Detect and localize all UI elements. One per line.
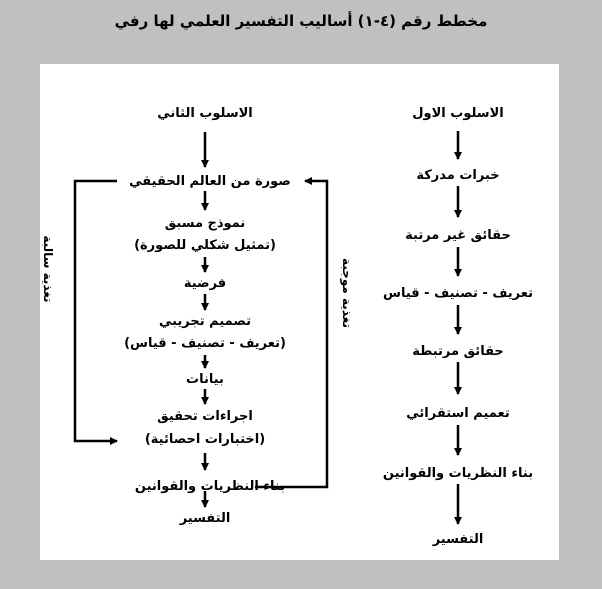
method-one-heading: الاسلوب الاول	[412, 106, 504, 121]
method-one-step: تعميم استقرائي	[406, 406, 510, 421]
figure-caption: مخطط رقم (٤-١) أساليب التفسير العلمي لها رفي	[114, 12, 488, 30]
method-one-step: حقائق غير مرتبة	[405, 228, 511, 243]
method-two-step: (تعريف - تصنيف - قياس)	[124, 336, 286, 351]
method-two-step: تصميم تجريبي	[158, 314, 252, 329]
diagram-panel	[40, 64, 559, 560]
method-two-step: (اختبارات احصائية)	[144, 432, 266, 447]
method-one-step: تعريف - تصنيف - قياس	[383, 286, 533, 301]
method-one-step: خبرات مدركة	[416, 168, 500, 183]
method-two-step: اجراءات تحقيق	[157, 409, 253, 424]
method-one-step: بناء النظريات والقوانين	[382, 466, 534, 481]
method-two-heading: الاسلوب الثاني	[157, 106, 253, 121]
negative-feedback-loop	[75, 181, 117, 441]
method-two-step: فرضية	[183, 276, 227, 291]
method-two-step: بيانات	[186, 372, 224, 387]
method-two-step: التفسير	[179, 511, 231, 526]
method-two-step: (تمثيل شكلي للصورة)	[134, 238, 276, 253]
method-one-step: حقائق مرتبطة	[412, 344, 504, 359]
negative-feedback-label: تغذية سالبة	[41, 235, 55, 303]
method-two-step: نموذج مسبق	[164, 216, 246, 231]
method-two-step: صورة من العالم الحقيقي	[129, 174, 291, 189]
method-one-step: التفسير	[432, 532, 484, 547]
positive-feedback-loop	[255, 181, 327, 487]
method-two-step: بناء النظريات والقوانين	[134, 479, 286, 494]
connector-arrows	[40, 64, 559, 560]
positive-feedback-label: تغذية موجبة	[340, 258, 354, 328]
